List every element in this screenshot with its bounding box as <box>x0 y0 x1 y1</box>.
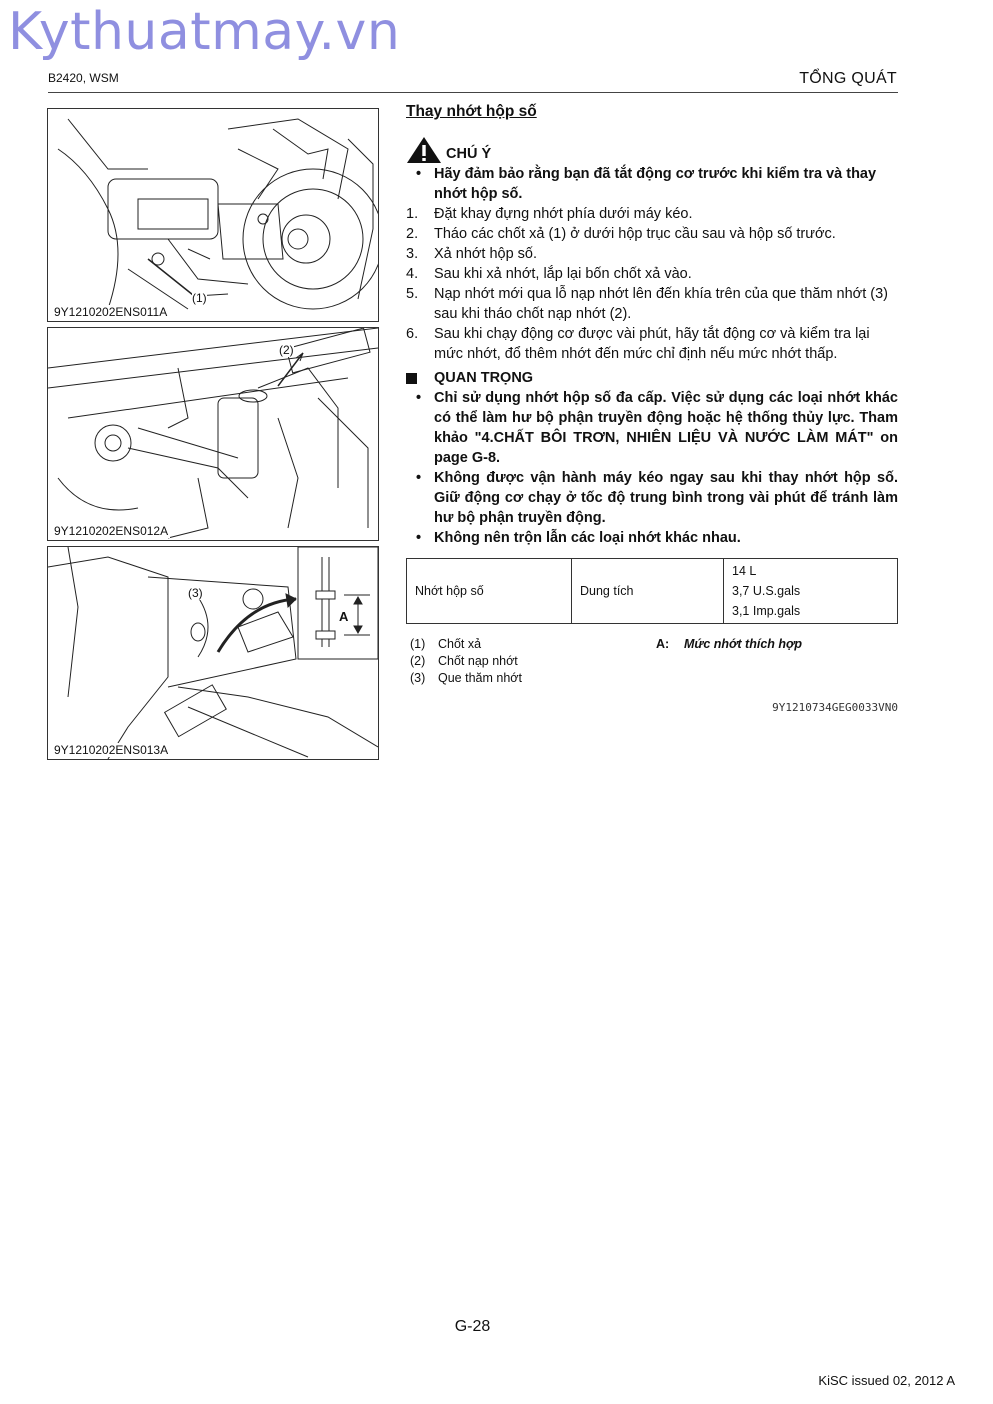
bullet-marker: • <box>416 470 422 486</box>
header-rule <box>48 92 898 93</box>
page-number: G-28 <box>454 1318 491 1335</box>
legend-text: Chốt nạp nhớt <box>438 654 518 668</box>
section-title: Thay nhớt hộp số <box>406 103 537 120</box>
legend-item-a <box>656 636 802 653</box>
figure-dipstick <box>47 546 379 760</box>
bullet-marker: • <box>416 390 422 406</box>
dipstick-illustration <box>48 547 378 759</box>
inset-label-a: A <box>339 609 349 624</box>
step-text: Sau khi chạy động cơ được vài phút, hãy tắt động cơ và kiểm tra lại mức nhớt, đổ thêm nhớt đến mức chỉ định nếu mức nhớt thấp. <box>434 326 870 362</box>
important-square-icon <box>406 373 417 384</box>
caution-heading <box>406 136 898 164</box>
table-cell-values <box>724 559 898 624</box>
important-text: Không được vận hành máy kéo ngay sau khi thay nhớt hộp số. Giữ động cơ chạy ở tốc độ trung bình trong vài phút để tránh làm hư bộ phận truyền động. <box>434 470 898 526</box>
issue-note: KiSC issued 02, 2012 A <box>818 1373 955 1388</box>
step-item <box>406 244 898 264</box>
step-item <box>406 264 898 284</box>
figure-legend <box>406 636 898 690</box>
figure-code: 9Y1210202ENS011A <box>54 305 168 319</box>
step-text: Xả nhớt hộp số. <box>434 246 538 262</box>
bullet-marker: • <box>416 530 422 546</box>
drain-plug-illustration <box>48 109 378 321</box>
figure-fill-plug <box>47 327 379 541</box>
callout-2: (2) <box>279 343 294 357</box>
table-cell-item: Nhớt hộp số <box>407 559 572 624</box>
step-number: 6. <box>406 326 419 342</box>
legend-item <box>410 653 518 670</box>
fill-plug-illustration <box>48 328 378 540</box>
legend-item <box>410 670 522 687</box>
step-text: Sau khi xả nhớt, lắp lại bốn chốt xả vào. <box>434 266 692 282</box>
table-cell-label: Dung tích <box>572 559 724 624</box>
step-item <box>406 204 898 224</box>
important-text: Chỉ sử dụng nhớt hộp số đa cấp. Việc sử dụng các loại nhớt khác có thể làm hư bộ phận truyền động hoặc hệ thống thủy lực. Tham khảo "4.CHẤT BÔI TRƠN, NHIÊN LIỆU VÀ NƯỚC LÀM MÁT" on page G-8. <box>434 390 898 466</box>
warning-icon <box>406 136 442 164</box>
step-text: Đặt khay đựng nhớt phía dưới máy kéo. <box>434 206 693 222</box>
legend-letter: A: <box>656 637 670 651</box>
legend-number: (3) <box>410 671 426 685</box>
step-number: 1. <box>406 206 419 222</box>
step-text: Tháo các chốt xả (1) ở dưới hộp trục cầu sau và hộp số trước. <box>434 226 836 242</box>
legend-number: (2) <box>410 654 426 668</box>
header-model: B2420, WSM <box>48 71 119 85</box>
important-text: Không nên trộn lẫn các loại nhớt khác nhau. <box>434 530 741 546</box>
important-bullet <box>406 388 898 468</box>
step-item <box>406 324 898 364</box>
procedure-content <box>406 102 898 718</box>
watermark-text: Kythuatmay.vn <box>8 2 401 62</box>
document-reference: 9Y1210734GEG0033VN0 <box>772 701 898 714</box>
step-number: 4. <box>406 266 419 282</box>
step-number: 2. <box>406 226 419 242</box>
table-row <box>407 559 898 624</box>
important-bullet <box>406 528 898 548</box>
legend-number: (1) <box>410 637 426 651</box>
important-label: QUAN TRỌNG <box>434 370 534 386</box>
capacity-imp-gals: 3,1 Imp.gals <box>732 604 801 618</box>
capacity-liters: 14 L <box>732 564 757 578</box>
figure-code: 9Y1210202ENS013A <box>54 743 169 757</box>
step-item <box>406 224 898 244</box>
bullet-marker: • <box>416 166 422 182</box>
capacity-table <box>406 558 898 624</box>
caution-text: Hãy đảm bảo rằng bạn đã tắt động cơ trước khi kiểm tra và thay nhớt hộp số. <box>434 166 877 202</box>
step-number: 5. <box>406 286 419 302</box>
step-item <box>406 284 898 324</box>
steps-list <box>406 204 898 364</box>
caution-bullet <box>406 164 898 204</box>
important-bullet <box>406 468 898 528</box>
callout-1: (1) <box>192 291 207 305</box>
callout-3: (3) <box>188 586 203 600</box>
step-text: Nạp nhớt mới qua lỗ nạp nhớt lên đến khía trên của que thăm nhớt (3) sau khi tháo chốt nạp nhớt (2). <box>434 286 888 322</box>
legend-text: Mức nhớt thích hợp <box>684 637 803 651</box>
capacity-us-gals: 3,7 U.S.gals <box>732 584 801 598</box>
figure-drain-plug <box>47 108 379 322</box>
important-heading <box>406 368 898 388</box>
legend-text: Que thăm nhớt <box>438 671 522 685</box>
legend-text: Chốt xả <box>438 637 482 651</box>
caution-label: CHÚ Ý <box>446 146 492 162</box>
header-section: TỔNG QUÁT <box>799 70 897 87</box>
legend-item <box>410 636 481 653</box>
step-number: 3. <box>406 246 419 262</box>
figure-code: 9Y1210202ENS012A <box>54 524 169 538</box>
